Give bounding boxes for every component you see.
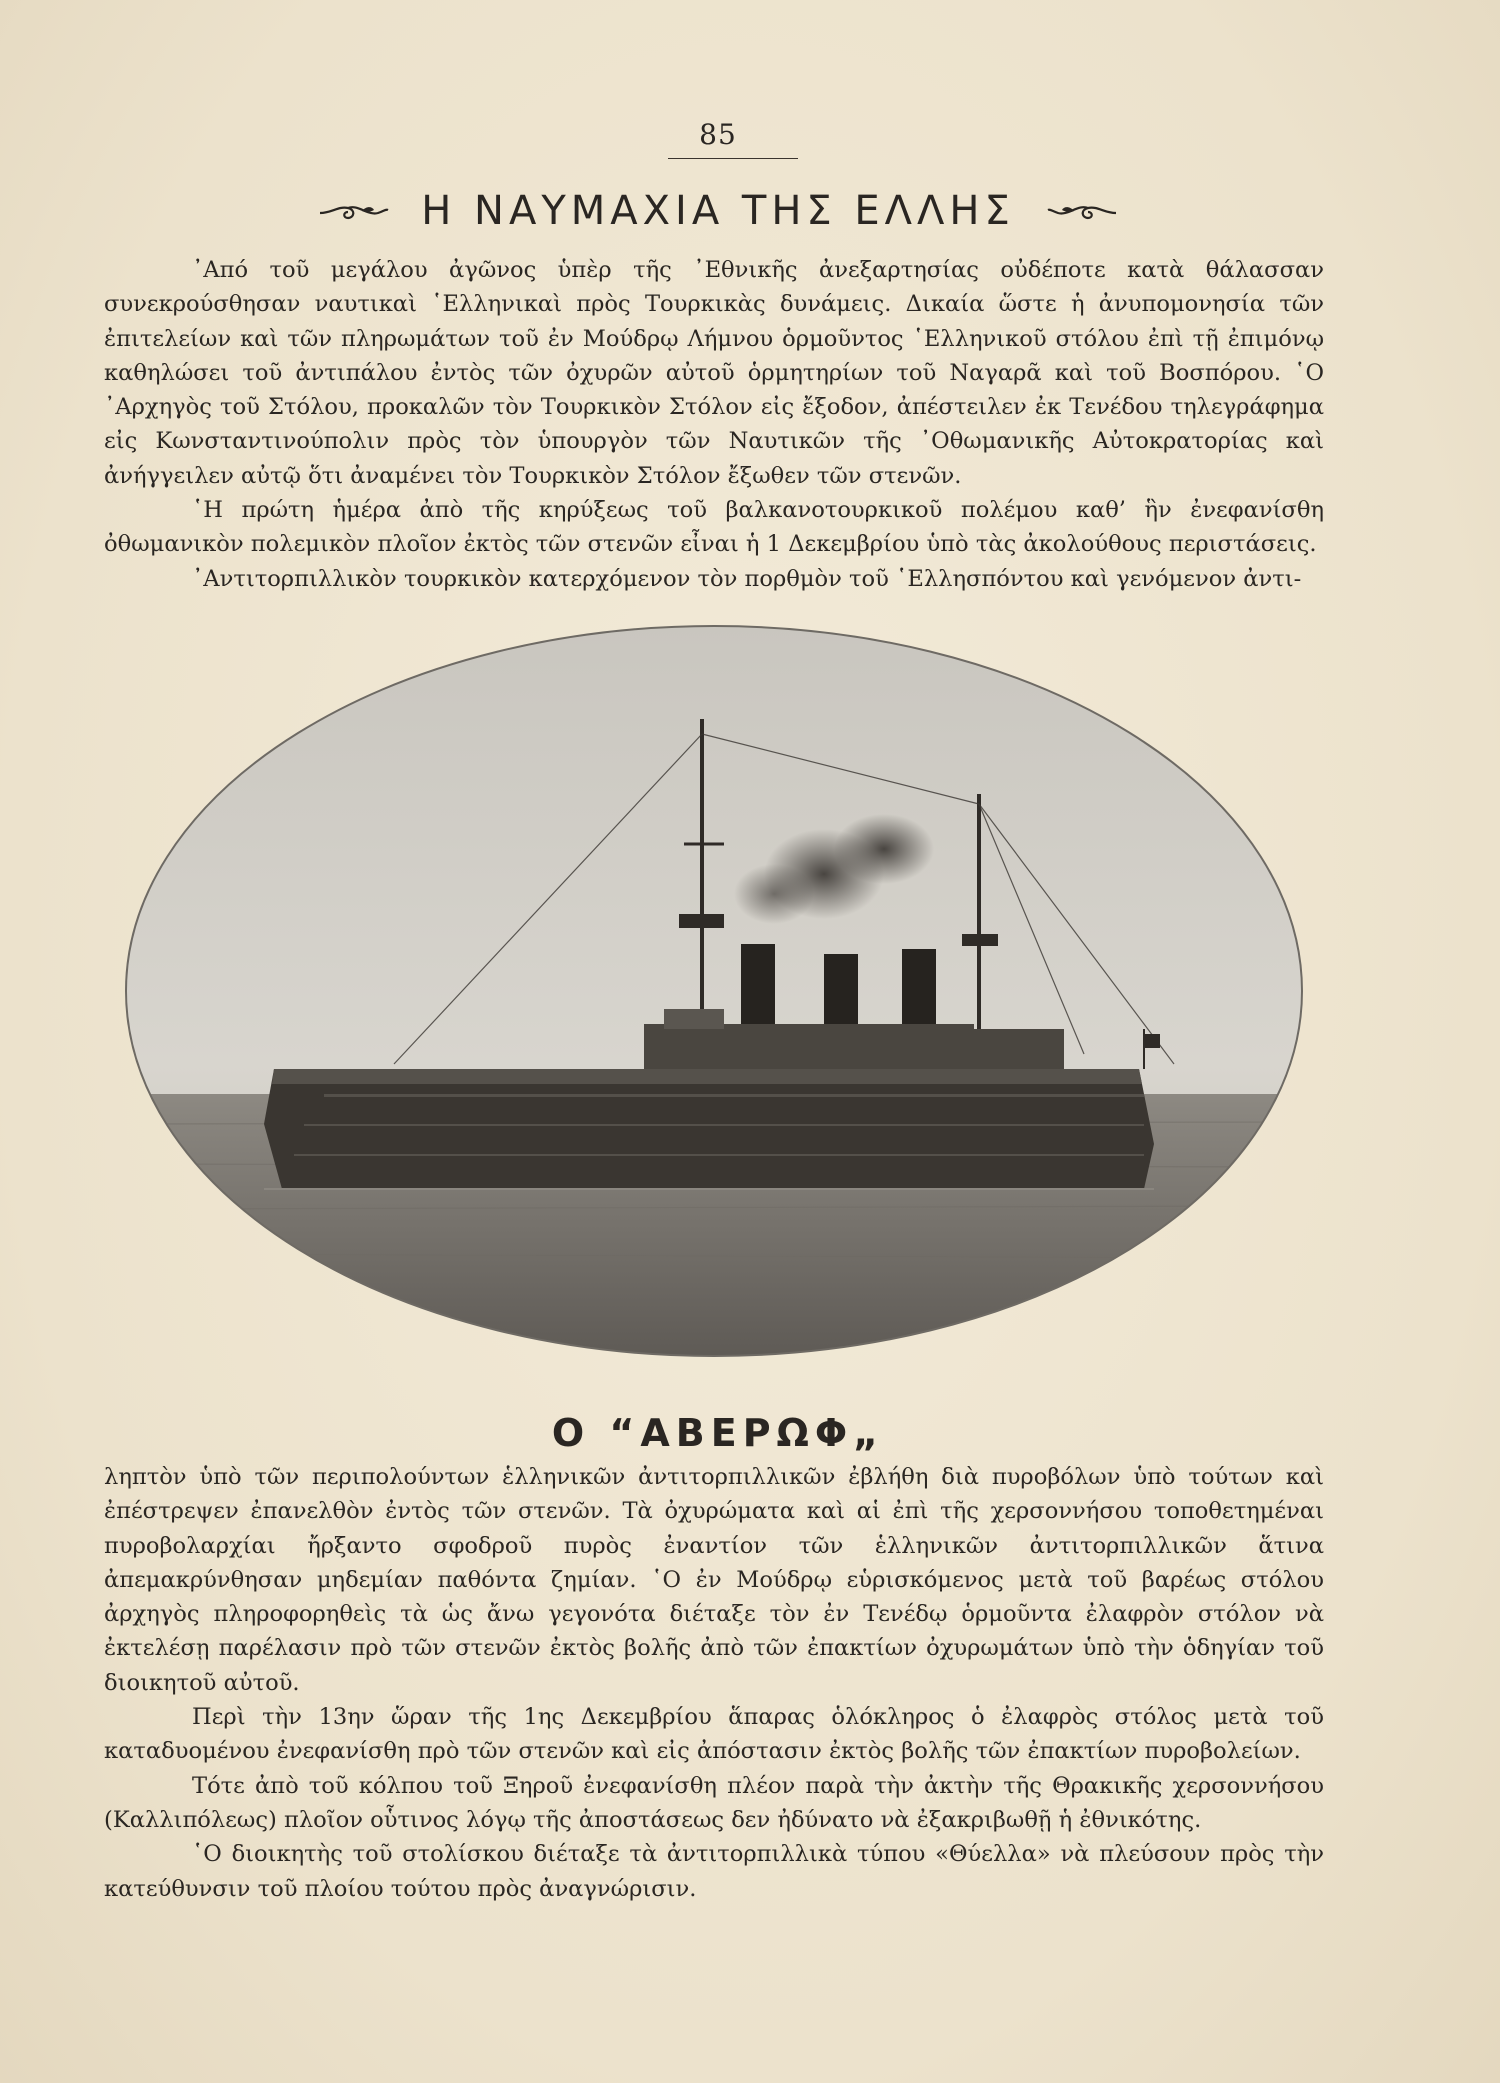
paragraph: Περὶ τὴν 13ην ὥραν τῆς 1ης Δεκεμβρίου ἅπαρας ὁλόκληρος ὁ ἐλαφρὸς στόλος μετὰ τοῦ καταδυομένου ἐνεφανίσθη πρὸ τῶν στενῶν καὶ εἰς ἀπόστασιν ἐκτὸς βολῆς τῶν ἐπακτίων πυροβολείων. [104,1704,1324,1765]
left-flourish-icon [318,200,390,226]
paragraph: ῾Ο διοικητὴς τοῦ στολίσκου διέταξε τὰ ἀντιτορπιλλικὰ τύπου «Θύελλα» νὰ πλεύσουν πρὸς τὴν κατεύθυνσιν τοῦ πλοίου τούτου πρὸς ἀναγνώρισιν. [104,1841,1324,1902]
paragraph: ᾿Από τοῦ μεγάλου ἀγῶνος ὑπὲρ τῆς ᾿Εθνικῆς ἀνεξαρτησίας οὐδέποτε κατὰ θάλασσαν συνεκρούσθησαν ναυτικαὶ ῾Ελληνικαὶ πρὸς Τουρκικὰς δυνάμεις. Δικαία ὥστε ἡ ἀνυπομονησία τῶν ἐπιτελείων καὶ τῶν πληρωμάτων τοῦ ἐν Μούδρῳ Λήμνου ὁρμοῦντος ῾Ελληνικοῦ στόλου ἐπὶ τῇ ἐπιμόνῳ καθηλώσει τοῦ ἀντιπάλου ἐντὸς τῶν ὀχυρῶν αὐτοῦ ὁρμητηρίων τοῦ Ναγαρᾶ καὶ τοῦ Βοσπόρου. ῾Ο ᾿Αρχηγὸς τοῦ Στόλου, προκαλῶν τὸν Τουρκικὸν Στόλον εἰς ἔξοδον, ἀπέστειλεν ἐκ Τενέδου τηλεγράφημα εἰς Κωνσταντινούπολιν πρὸς τὸν ὑπουργὸν τῶν Ναυτικῶν τῆς ᾿Οθωμανικῆς Αὐτοκρατορίας καὶ ἀνήγγειλεν αὐτῷ ὅτι ἀναμένει τὸν Τουρκικὸν Στόλον ἔξωθεν τῶν στενῶν. [104,257,1324,489]
chapter-heading [0,188,1436,234]
photo-caption: Ο “ΑΒΕΡΩΦ„ [551,1411,885,1455]
page-number-rule [668,158,798,159]
paragraph: ληπτὸν ὑπὸ τῶν περιπολούντων ἑλληνικῶν ἀντιτορπιλλικῶν ἐβλήθη διὰ πυροβόλων ὑπὸ τούτων καὶ ἐπέστρεψεν ἐπανελθὸν ἐντὸς τῶν στενῶν. Τὰ ὀχυρώματα καὶ αἱ ἐπὶ τῆς χερσοννήσου τοποθετημέναι πυροβολαρχίαι ἤρξαντο σφοδροῦ πυρὸς ἐναντίον τῶν ἑλληνικῶν ἀντιτορπιλλικῶν ἅτινα ἀπεμακρύνθησαν μηδεμίαν παθόντα ζημίαν. ῾Ο ἐν Μούδρῳ εὑρισκόμενος μετὰ τοῦ βαρέως στόλου ἀρχηγὸς πληροφορηθεὶς τὰ ὡς ἄνω γεγονότα διέταξε τὸν ἐν Τενέδῳ ὁρμοῦντα ἐλαφρὸν στόλον νὰ ἐκτελέσῃ παρέλασιν πρὸ τῶν στενῶν ἐκτὸς βολῆς ἀπὸ τῶν ἐπακτίων ὀχυρωμάτων ὑπὸ τὴν ὁδηγίαν τοῦ διοικητοῦ αὐτοῦ. [104,1464,1324,1696]
page-number: 85 [699,118,737,151]
battleship-photograph [124,624,1304,1359]
body-text-top [104,253,1324,596]
paragraph: Τότε ἀπὸ τοῦ κόλπου τοῦ Ξηροῦ ἐνεφανίσθη πλέον παρὰ τὴν ἀκτὴν τῆς Θρακικῆς χερσοννήσου (Καλλιπόλεως) πλοῖον οὗτινος λόγῳ τῆς ἀποστάσεως δεν ἠδύνατο νὰ ἐξακριβωθῇ ἡ ἐθνικότης. [104,1772,1324,1833]
chapter-title: Η ΝΑΥΜΑΧΙΑ ΤΗΣ ΕΛΛΗΣ [421,188,1015,234]
paragraph: ᾿Αντιτορπιλλικὸν τουρκικὸν κατερχόμενον τὸν πορθμὸν τοῦ ῾Ελλησπόντου καὶ γενόμενον ἀντι- [192,565,1302,592]
body-text-bottom [104,1460,1324,1906]
paragraph: ῾Η πρώτη ἡμέρα ἀπὸ τῆς κηρύξεως τοῦ βαλκανοτουρκικοῦ πολέμου καθ’ ἣν ἐνεφανίσθη ὀθωμανικὸν πολεμικὸν πλοῖον ἐκτὸς τῶν στενῶν εἶναι ἡ 1 Δεκεμβρίου ὑπὸ τὰς ἀκολούθους περιστάσεις. [104,497,1324,558]
right-flourish-icon [1046,200,1118,226]
